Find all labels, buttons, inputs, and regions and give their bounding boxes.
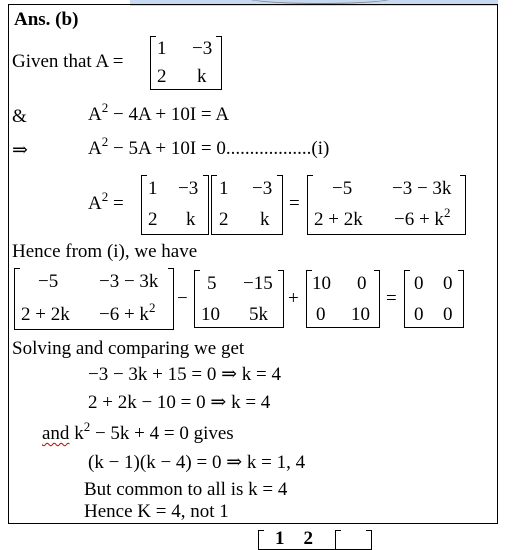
zero-matrix: 0 0 0 0 <box>404 270 464 328</box>
matrix-A: 1 −3 2 k <box>150 36 222 90</box>
equation-matrix-2: 5 −15 10 5k <box>194 270 284 328</box>
solving-label: Solving and comparing we get <box>12 338 245 359</box>
step-3: and $k^2 - 5k + 4 = 0$ gives <box>42 419 234 444</box>
product-matrix-2: 1 −3 2 k <box>211 175 283 235</box>
step-5: But common to all is k = 4 <box>84 479 288 500</box>
step-1: −3 − 3k + 15 = 0 ⇒ k = 4 <box>88 364 281 385</box>
hence-label: Hence from (i), we have <box>12 241 198 262</box>
implies-symbol: ⇒ <box>12 140 28 161</box>
answer-box <box>8 4 498 524</box>
equation-matrix-1: −5 −3 − 3k 2 + 2k $-6 + k^2$ <box>14 268 174 330</box>
product-matrix-1: 1 −3 2 k <box>141 175 209 235</box>
answer-heading: Ans. (b) <box>14 9 79 30</box>
next-matrix-partial-2 <box>335 530 372 550</box>
a-squared-label: $A^2$ = <box>88 189 124 214</box>
product-result-matrix: −5 −3 − 3k 2 + 2k $-6 + k^2$ <box>307 175 466 235</box>
step-2: 2 + 2k − 10 = 0 ⇒ k = 4 <box>88 392 271 413</box>
step-6: Hence K = 4, not 1 <box>84 501 229 522</box>
and-symbol: & <box>12 106 27 127</box>
plus-operator: + <box>288 288 299 309</box>
equation-i: $A^2 - 5A + 10I = 0..................(i)$ <box>88 134 330 159</box>
product-equals: = <box>289 193 300 214</box>
next-matrix-partial: 1 2 <box>258 530 372 550</box>
equals-operator: = <box>386 288 397 309</box>
minus-operator: − <box>177 288 188 309</box>
given-label: Given that A = <box>12 51 124 72</box>
step-4: (k − 1)(k − 4) = 0 ⇒ k = 1, 4 <box>88 452 306 473</box>
equation-matrix-3: 10 0 0 10 <box>306 270 380 328</box>
equation-amp: $A^2 - 4A + 10I = A$ <box>88 100 230 125</box>
